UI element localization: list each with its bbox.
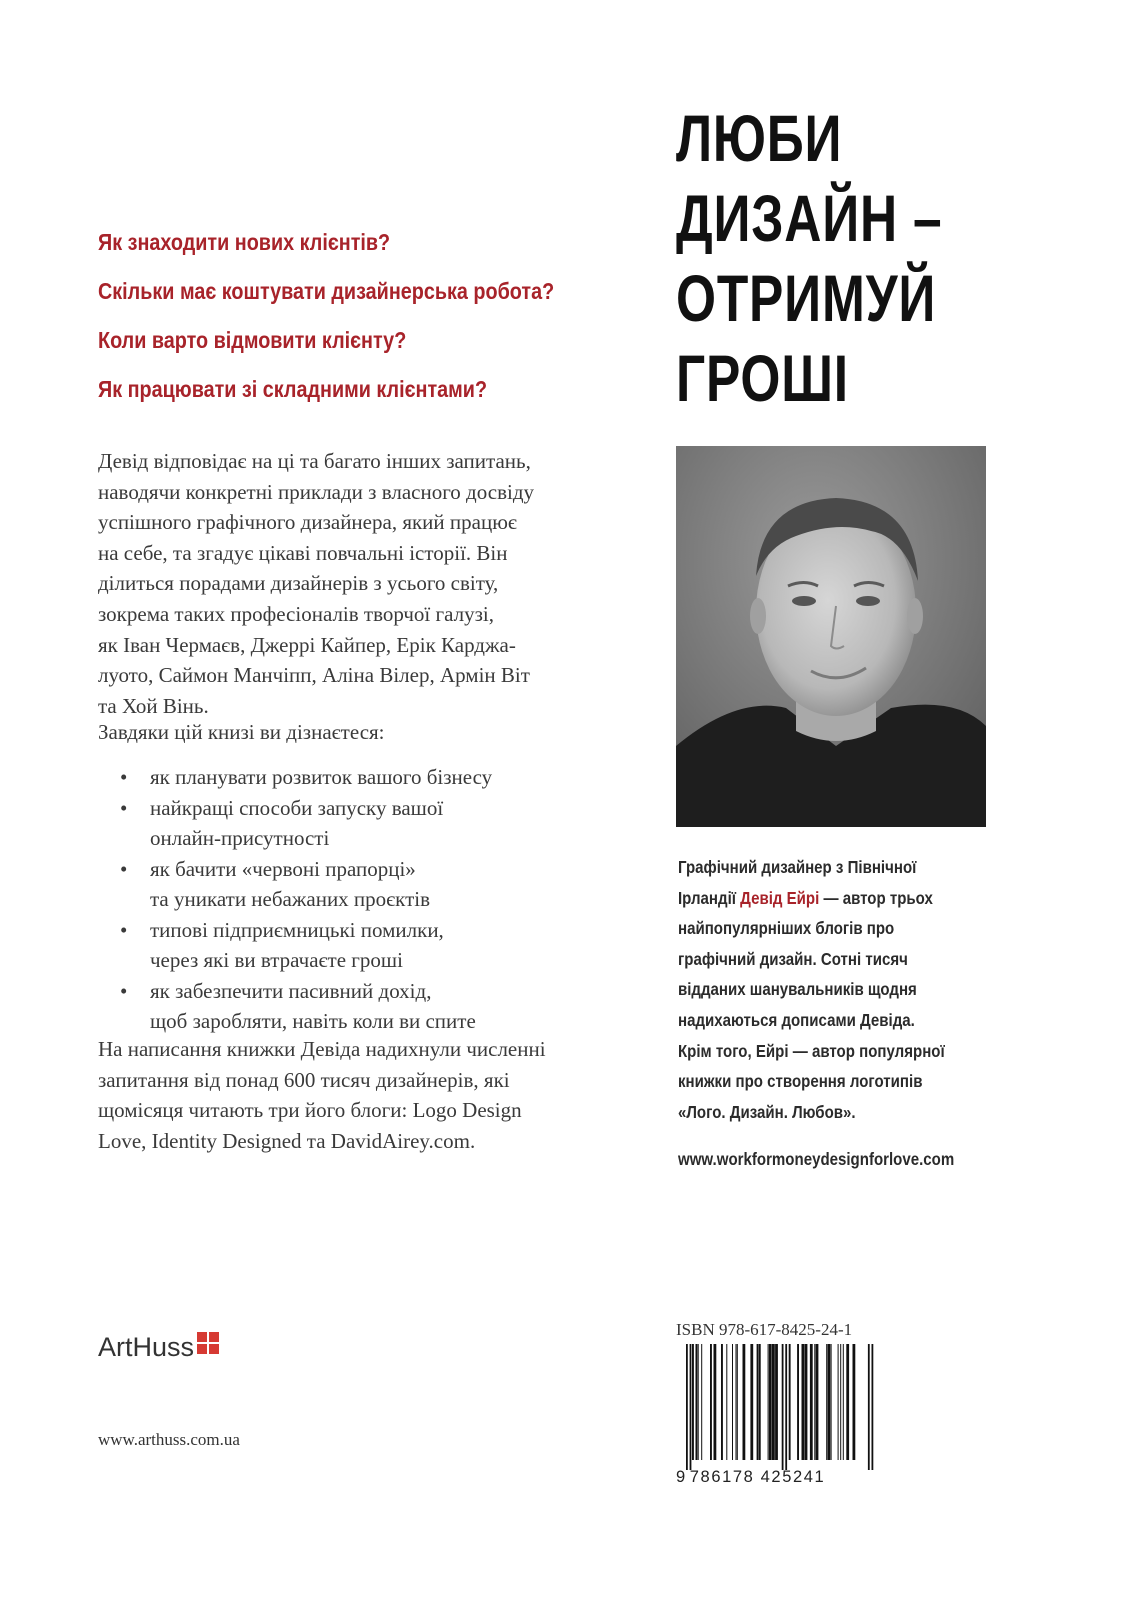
barcode-guard-bar	[785, 1344, 787, 1470]
bio-line	[678, 883, 953, 914]
bio-text: Ірландії	[678, 887, 741, 908]
barcode-bar	[810, 1344, 813, 1460]
bullet-icon: •	[120, 765, 128, 789]
barcode-guard-bar	[686, 1344, 688, 1470]
publisher-url[interactable]: www.arthuss.com.ua	[98, 1430, 240, 1449]
list-item-text: найкращі способи запуску вашої	[150, 795, 444, 820]
barcode-bar	[769, 1344, 772, 1460]
text-line: зокрема таких професіоналів творчої галузі,	[98, 601, 494, 626]
plus-grid-icon	[197, 1332, 219, 1354]
barcode-guard-bar	[872, 1344, 874, 1470]
barcode-guard-bar	[782, 1344, 784, 1470]
text-line: на себе, та згадує цікаві повчальні історії. Він	[98, 540, 508, 565]
list-item-text: як бачити «червоні прапорці»	[150, 856, 416, 881]
barcode-bar	[701, 1344, 702, 1460]
barcode-digits	[676, 1468, 886, 1487]
barcode-bar	[736, 1344, 737, 1460]
book-title	[676, 98, 943, 418]
barcode-bar	[732, 1344, 733, 1460]
barcode-bar	[743, 1344, 746, 1460]
barcode-group: 425241	[760, 1468, 826, 1486]
barcode-bar	[698, 1344, 699, 1460]
list-item	[98, 915, 658, 976]
title-line: ОТРИМУЙ	[676, 261, 937, 335]
barcode-bar	[692, 1344, 694, 1460]
publisher-logo	[98, 1332, 219, 1363]
list-item-text: онлайн-присутності	[150, 826, 330, 850]
barcode-bar	[828, 1344, 831, 1460]
bio-line: «Лого. Дизайн. Любов».	[678, 1101, 856, 1122]
barcode-lead-digit: 9	[676, 1468, 687, 1486]
bullet-icon: •	[120, 856, 128, 881]
text-line: та Хой Вінь.	[98, 693, 209, 718]
learn-heading: Завдяки цій книзі ви дізнаєтеся:	[98, 720, 385, 744]
list-item	[98, 854, 658, 915]
barcode-bar	[696, 1344, 698, 1460]
text-line: наводячи конкретні приклади з власного досвіду	[98, 479, 535, 504]
barcode-bar	[721, 1344, 723, 1460]
barcode-bar	[710, 1344, 712, 1460]
barcode-bar	[805, 1344, 808, 1460]
bio-line: надихаються дописами Девіда.	[678, 1009, 915, 1030]
barcode-bar	[772, 1344, 775, 1460]
isbn-label: ISBN 978-617-8425-24-1	[676, 1320, 853, 1339]
list-item-text: та уникати небажаних проєктів	[150, 887, 431, 911]
list-item-text: як планувати розвиток вашого бізнесу	[150, 765, 493, 789]
question: Скільки має коштувати дизайнерська робота?	[98, 278, 555, 304]
bio-line: Графічний дизайнер з Північної	[678, 857, 917, 877]
barcode-bar	[831, 1344, 832, 1460]
question: Коли варто відмовити клієнту?	[98, 327, 407, 353]
list-item-text: як забезпечити пасивний дохід,	[150, 978, 432, 1003]
barcode-bar	[843, 1344, 844, 1460]
barcode	[676, 1344, 876, 1470]
bullet-icon: •	[120, 917, 128, 942]
bullet-icon: •	[120, 795, 128, 820]
text-line: Девід відповідає на ці та багато інших запитань,	[98, 449, 531, 473]
barcode-bar	[759, 1344, 761, 1460]
bio-line: книжки про створення логотипів	[678, 1071, 923, 1092]
outro-paragraph	[98, 1034, 658, 1156]
list-item	[98, 793, 658, 854]
barcode-bar	[838, 1344, 839, 1460]
author-bio	[678, 852, 998, 1127]
question: Як знаходити нових клієнтів?	[98, 229, 391, 255]
bio-line: графічний дизайн. Сотні тисяч	[678, 948, 908, 969]
text-line: ділиться порадами дизайнерів з усього світу,	[98, 571, 499, 596]
barcode-bar	[826, 1344, 827, 1460]
barcode-bar	[768, 1344, 769, 1460]
barcode-bar	[797, 1344, 799, 1460]
book-website[interactable]: www.workformoneydesignforlove.com	[678, 1149, 955, 1169]
text-line: успішного графічного дизайнера, який працює	[98, 510, 517, 535]
text-line: запитання від понад 600 тисяч дизайнерів, які	[98, 1067, 510, 1092]
bio-line: найпопулярніших блогів про	[678, 918, 895, 939]
barcode-bar	[757, 1344, 759, 1460]
text-line: луото, Саймон Манчіпп, Аліна Вілер, Армін Віт	[98, 663, 530, 688]
barcode-bar	[775, 1344, 778, 1460]
barcode-bar	[853, 1344, 856, 1460]
text-line: На написання книжки Девіда надихнули численні	[98, 1037, 546, 1061]
questions-list	[98, 218, 658, 414]
list-item-text: щоб заробляти, навіть коли ви спите	[150, 1009, 476, 1033]
publisher-logo-text: ArtHuss	[98, 1332, 195, 1362]
barcode-guard-bar	[690, 1344, 692, 1470]
list-item	[98, 762, 658, 793]
barcode-bar	[816, 1344, 819, 1460]
barcode-bar	[750, 1344, 753, 1460]
title-line: ГРОШІ	[676, 341, 849, 415]
text-line: щомісяця читають три його блоги: Logo Design	[98, 1098, 522, 1123]
barcode-bar	[802, 1344, 805, 1460]
barcode-group: 786178	[689, 1468, 755, 1486]
barcode-bar	[846, 1344, 849, 1460]
question: Як працювати зі складними клієнтами?	[98, 376, 488, 402]
bio-text: — автор трьох	[819, 887, 933, 908]
list-item-text: типові підприємницькі помилки,	[150, 917, 444, 942]
barcode-bar	[814, 1344, 815, 1460]
text-line: Love, Identity Designed та DavidAirey.com.	[98, 1128, 476, 1153]
isbn-block	[676, 1318, 886, 1487]
text-line: як Іван Чермаєв, Джеррі Кайпер, Ерік Карджа-	[98, 632, 516, 657]
bio-line: Крім того, Ейрі — автор популярної	[678, 1040, 945, 1061]
barcode-bar	[714, 1344, 717, 1460]
bullet-list	[98, 762, 658, 1037]
barcode-bar	[726, 1344, 727, 1460]
intro-paragraph	[98, 446, 658, 721]
list-item-text: через які ви втрачаєте гроші	[150, 948, 403, 972]
list-item	[98, 976, 658, 1037]
title-line: ЛЮБИ	[676, 101, 843, 175]
barcode-bar	[737, 1344, 738, 1460]
barcode-bar	[789, 1344, 791, 1460]
barcode-guard-bar	[868, 1344, 870, 1470]
author-photo	[676, 446, 986, 827]
barcode-bar	[840, 1344, 841, 1460]
author-name: Девід Ейрі	[740, 887, 820, 908]
title-line: ДИЗАЙН –	[676, 181, 943, 255]
bullet-icon: •	[120, 978, 128, 1003]
bio-line: відданих шанувальників щодня	[678, 979, 917, 1000]
